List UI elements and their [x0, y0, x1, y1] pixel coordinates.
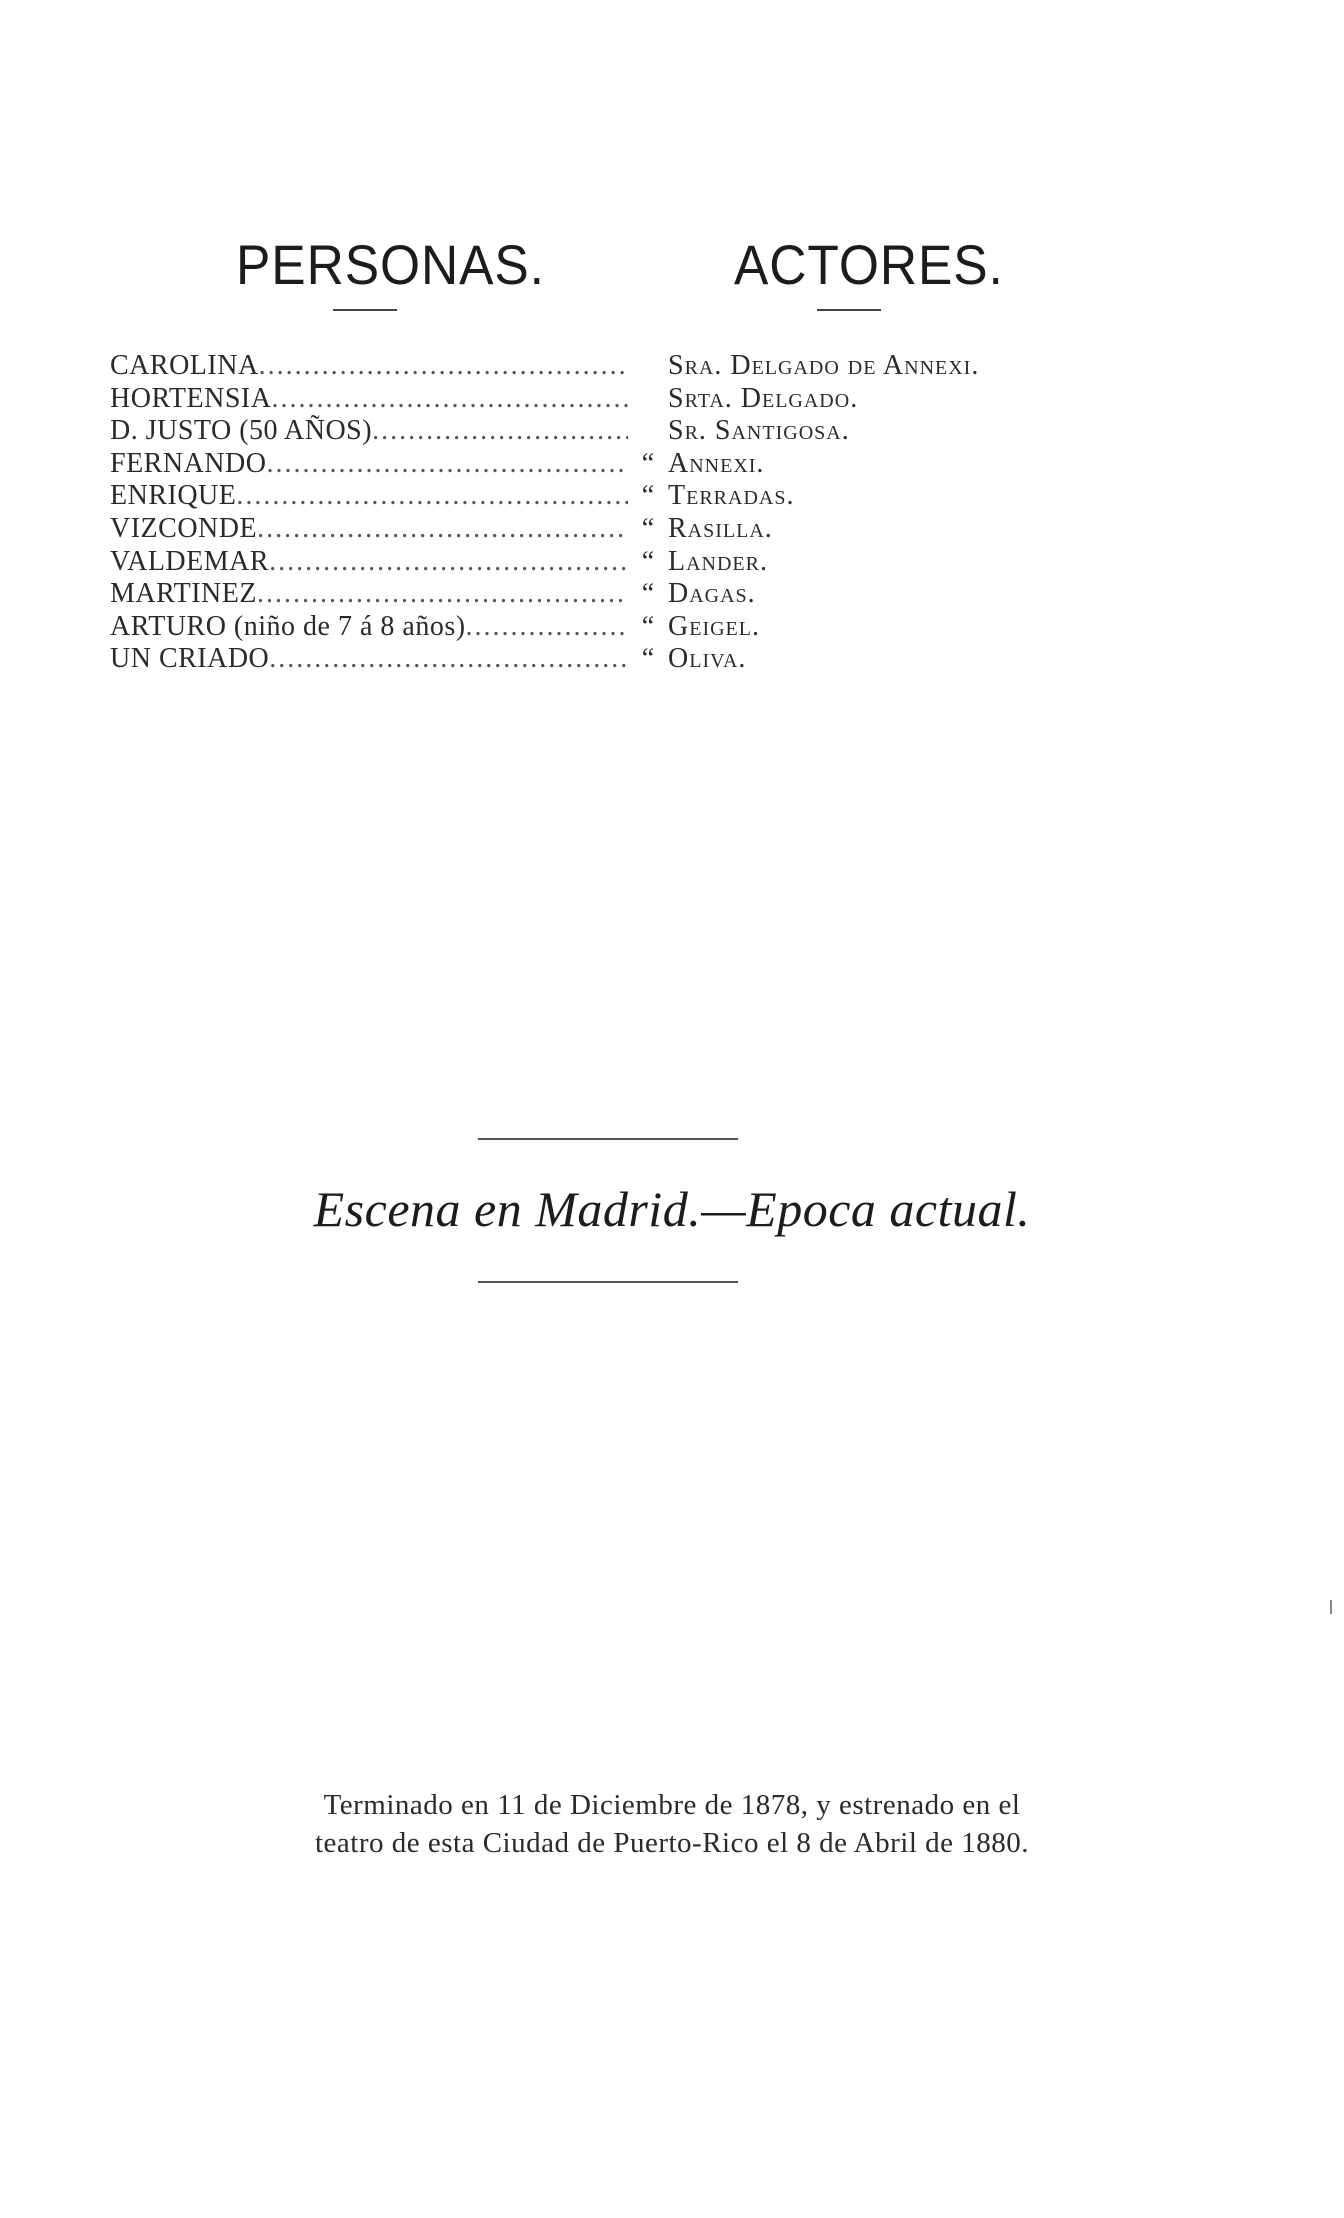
actor-name: Oliva.	[668, 643, 747, 675]
cast-row	[110, 546, 1110, 579]
cast-row	[110, 448, 1110, 481]
role-name: UN CRIADO	[110, 643, 270, 675]
personas-underline	[333, 309, 397, 311]
scene-line: Escena en Madrid.—Epoca actual.	[313, 1181, 1031, 1237]
actor-name: Geigel.	[668, 610, 760, 642]
cast-list	[110, 350, 1110, 676]
actor-name: Rasilla.	[668, 512, 773, 544]
premiere-note-line-2: teatro de esta Ciudad de Puerto-Rico el 8 de Abril de 1880.	[314, 1827, 1030, 1859]
role-name: FERNANDO	[110, 447, 267, 479]
leader-dots	[257, 513, 628, 546]
role-name: CAROLINA	[110, 350, 259, 381]
role-name: ARTURO (niño de 7 á 8 años)	[110, 610, 466, 642]
ditto-mark: “	[641, 545, 655, 577]
role-name: D. JUSTO (50 AÑOS)	[110, 415, 373, 447]
cast-row	[110, 611, 1110, 644]
leader-dots	[236, 480, 628, 513]
role-name: ENRIQUE	[110, 480, 237, 512]
ditto-mark: “	[641, 578, 655, 610]
page-edge-mark	[1330, 1600, 1332, 1614]
actor-name: Sra. Delgado de Annexi.	[668, 350, 980, 381]
ditto-mark: “	[641, 610, 655, 642]
scene-bottom-rule	[478, 1281, 738, 1283]
actor-name: Srta. Delgado.	[668, 382, 859, 414]
leader-dots	[466, 611, 628, 644]
actor-name: Lander.	[668, 545, 768, 577]
premiere-note	[0, 1786, 1344, 1862]
role-name: VALDEMAR	[110, 545, 270, 577]
personas-heading: PERSONAS.	[236, 233, 545, 296]
leader-dots	[269, 643, 628, 676]
role-name: MARTINEZ	[110, 578, 257, 610]
actor-name: Sr. Santigosa.	[668, 415, 850, 447]
role-name: HORTENSIA	[110, 382, 272, 414]
cast-row	[110, 383, 1110, 416]
cast-row	[110, 643, 1110, 676]
scene-top-rule	[478, 1138, 738, 1140]
ditto-mark: “	[641, 643, 655, 675]
actor-name: Annexi.	[668, 447, 765, 479]
actores-underline	[817, 309, 881, 311]
leader-dots	[257, 578, 628, 611]
actores-heading: ACTORES.	[734, 233, 1004, 296]
cast-row	[110, 513, 1110, 546]
leader-dots	[372, 415, 628, 448]
cast-row	[110, 480, 1110, 513]
cast-row	[110, 350, 1110, 383]
premiere-note-line-1: Terminado en 11 de Diciembre de 1878, y estrenado en el	[323, 1789, 1021, 1821]
ditto-mark: “	[641, 480, 655, 512]
ditto-mark: “	[641, 447, 655, 479]
cast-row	[110, 415, 1110, 448]
leader-dots	[271, 383, 628, 416]
cast-row	[110, 578, 1110, 611]
actor-name: Dagas.	[668, 578, 756, 610]
leader-dots	[266, 448, 628, 481]
ditto-mark: “	[641, 512, 655, 544]
leader-dots	[259, 350, 628, 383]
role-name: VIZCONDE	[110, 512, 258, 544]
leader-dots	[269, 546, 628, 579]
actor-name: Terradas.	[668, 480, 795, 512]
